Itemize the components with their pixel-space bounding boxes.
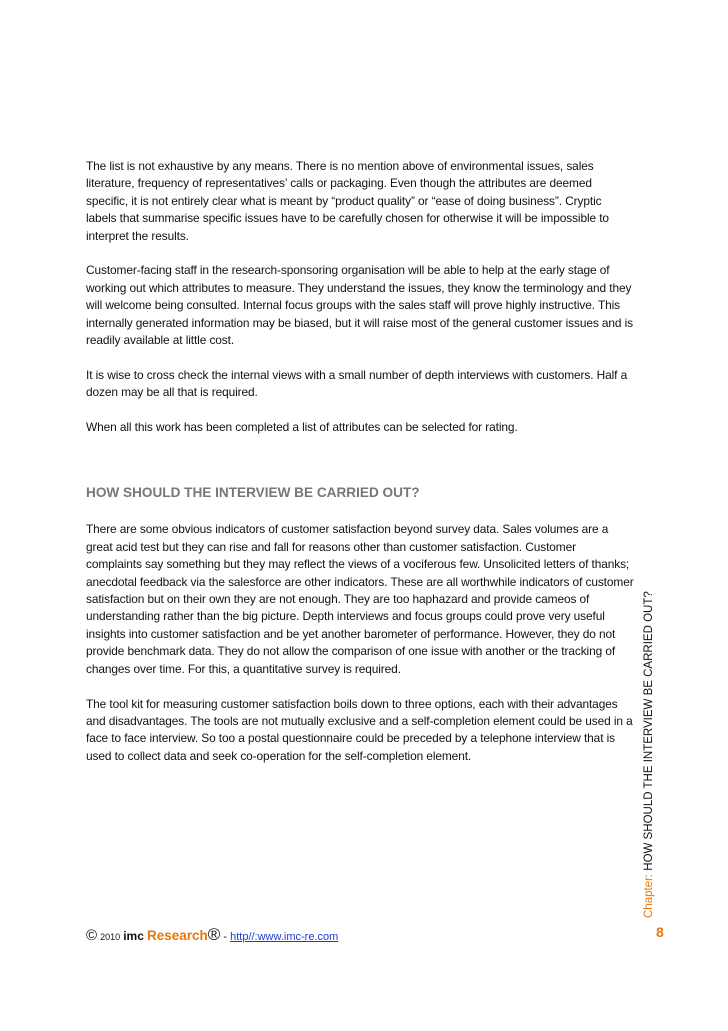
body-text [86,158,634,783]
copyright-year: 2010 [100,932,121,942]
footer [86,925,646,945]
chapter-label: Chapter: [643,873,655,918]
chapter-sidebar [642,591,656,918]
copyright-symbol: © [86,927,98,944]
paragraph-3: It is wise to cross check the internal views with a small number of depth interviews with customers. Half a dozen may be all that is required. [86,367,628,400]
paragraph-1: The list is not exhaustive by any means. There is no mention above of environmental issues, sales literature, frequency of representatives’ calls or packaging. Even though the attributes are deemed specific, it is not entirely clear what is meant by “product quality” or “ease of doing business”. Cryptic labels that summarise specific issues have to be carefully chosen for otherwise it will be impossible to interpret the results. [86,159,609,243]
page-number: 8 [656,924,664,940]
brand-research: Research [146,928,208,943]
footer-separator: - [223,931,231,943]
paragraph-5: There are some obvious indicators of customer satisfaction beyond survey data. Sales volumes are a great acid test but they can rise and fall for reasons other than customer satisfaction. Customer complaints say something but they may reflect the views of a vociferous few. Unsolicited letters of thanks; anecdotal feedback via the salesforce are other indicators. These are all worthwhile indicators of customer satisfaction but on their own they are not enough. They are too haphazard and provide cameos of understanding rather than the big picture. Depth interviews and focus groups could prove very useful insights into customer satisfaction and be yet another barometer of performance. However, they do not provide benchmark data. They do not allow the comparison of one issue with another or the tracking of changes over time. For this, a quantitative survey is required. [86,522,634,676]
brand-imc: imc [123,929,144,943]
website-link[interactable]: http//:www.imc-re.com [230,931,339,943]
paragraph-6: The tool kit for measuring customer satisfaction boils down to three options, each with their advantages and disadvantages. The tools are not mutually exclusive and a self-completion element could be used in a face to face interview. So too a postal questionnaire could be preceded by a telephone interview that is used to collect data and seek co-operation for the self-completion element. [86,696,633,763]
section-heading: HOW SHOULD THE INTERVIEW BE CARRIED OUT? [86,485,420,501]
chapter-title: HOW SHOULD THE INTERVIEW BE CARRIED OUT? [643,591,655,874]
paragraph-4: When all this work has been completed a list of attributes can be selected for rating. [86,420,518,435]
registered-mark: ® [207,925,221,944]
paragraph-2: Customer-facing staff in the research-sponsoring organisation will be able to help at the early stage of working out which attributes to measure. They understand the issues, they know the terminology and they will welcome being consulted. Internal focus groups with the sales staff will prove highly instructive. This internally generated information may be biased, but it will raise most of the general customer issues and is readily available at little cost. [86,263,634,348]
